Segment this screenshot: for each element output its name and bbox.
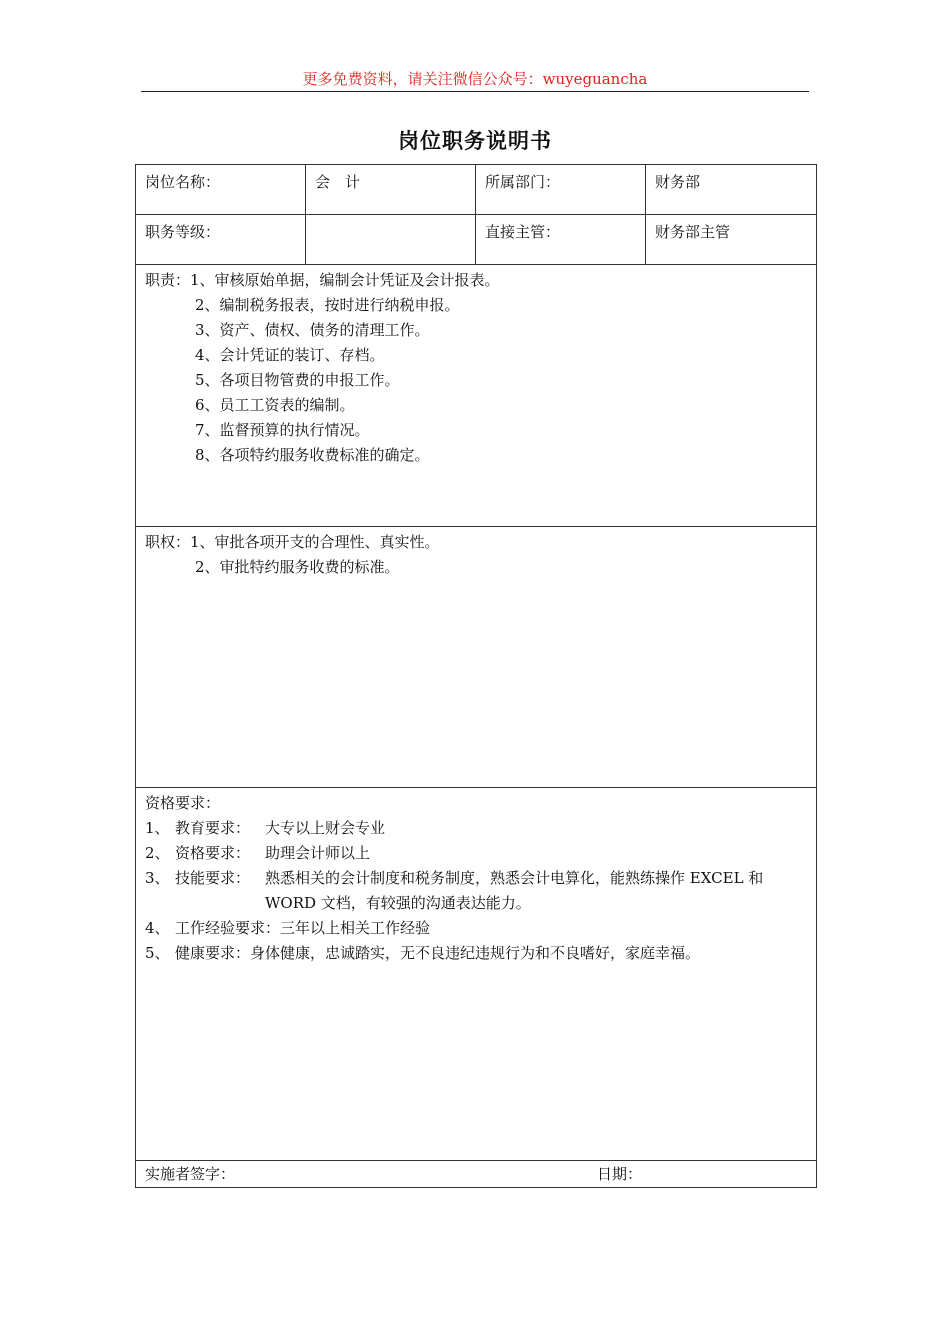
duty-item: 职责：1、审核原始单据，编制会计凭证及会计报表。 bbox=[145, 271, 500, 289]
department-label-cell bbox=[476, 165, 646, 215]
authority-label: 职权： bbox=[145, 533, 191, 551]
position-value: 会 计 bbox=[315, 173, 361, 191]
qualification-item: 3、 技能要求： 熟悉相关的会计制度和税务制度，熟悉会计电算化，能熟练操作 EXCEL 和 WORD 文档，有较强的沟通表达能力。 bbox=[145, 869, 764, 912]
header-note: 更多免费资料，请关注微信公众号：wuyeguancha bbox=[302, 70, 648, 88]
duty-item: 8、各项特约服务收费标准的确定。 bbox=[195, 446, 430, 464]
header-rule bbox=[141, 91, 809, 92]
job-description-table bbox=[135, 164, 817, 1188]
info-row-2 bbox=[136, 215, 817, 265]
info-row-1 bbox=[136, 165, 817, 215]
signature-label: 实施者签字： bbox=[145, 1165, 236, 1183]
qualifications-label: 资格要求： bbox=[145, 794, 221, 812]
authority-item: 2、审批特约服务收费的标准。 bbox=[195, 558, 400, 576]
signature-line bbox=[136, 1161, 816, 1187]
qualifications-cell bbox=[136, 788, 817, 1161]
date-label: 日期： bbox=[597, 1165, 643, 1183]
grade-value bbox=[306, 215, 475, 227]
qualification-item: 4、 工作经验要求：三年以上相关工作经验 bbox=[145, 919, 431, 937]
duty-item: 7、监督预算的执行情况。 bbox=[195, 421, 370, 439]
authority-item: 职权：1、审批各项开支的合理性、真实性。 bbox=[145, 533, 440, 551]
duty-item: 4、会计凭证的装订、存档。 bbox=[195, 346, 385, 364]
duties-row bbox=[136, 265, 817, 527]
department-value: 财务部 bbox=[655, 173, 701, 191]
duties-list bbox=[136, 265, 816, 471]
signature-cell bbox=[136, 1161, 817, 1188]
qualification-item: 2、 资格要求： 助理会计师以上 bbox=[145, 844, 371, 862]
qualification-item: 5、 健康要求：身体健康，忠诚踏实，无不良违纪违规行为和不良嗜好，家庭幸福。 bbox=[145, 944, 701, 962]
document-title: 岗位职务说明书 bbox=[398, 128, 552, 153]
position-label-cell bbox=[136, 165, 306, 215]
department-value-cell bbox=[646, 165, 817, 215]
department-label: 所属部门： bbox=[485, 173, 561, 191]
signature-row bbox=[136, 1161, 817, 1188]
authority-cell bbox=[136, 527, 817, 788]
grade-label: 职务等级： bbox=[145, 223, 221, 241]
qualification-item: 1、 教育要求： 大专以上财会专业 bbox=[145, 819, 386, 837]
duty-item: 6、员工工资表的编制。 bbox=[195, 396, 355, 414]
duty-item: 5、各项目物管费的申报工作。 bbox=[195, 371, 400, 389]
supervisor-value-cell bbox=[646, 215, 817, 265]
supervisor-value: 财务部主管 bbox=[655, 223, 731, 241]
position-label: 岗位名称： bbox=[145, 173, 221, 191]
grade-value-cell bbox=[306, 215, 476, 265]
grade-label-cell bbox=[136, 215, 306, 265]
duty-item: 3、资产、债权、债务的清理工作。 bbox=[195, 321, 430, 339]
authority-row bbox=[136, 527, 817, 788]
duties-label: 职责： bbox=[145, 271, 191, 289]
position-value-cell bbox=[306, 165, 476, 215]
authority-list bbox=[136, 527, 816, 583]
qualifications-list bbox=[136, 788, 816, 966]
supervisor-label-cell bbox=[476, 215, 646, 265]
qualifications-row bbox=[136, 788, 817, 1161]
duty-item: 2、编制税务报表，按时进行纳税申报。 bbox=[195, 296, 460, 314]
supervisor-label: 直接主管： bbox=[485, 223, 561, 241]
duties-cell bbox=[136, 265, 817, 527]
